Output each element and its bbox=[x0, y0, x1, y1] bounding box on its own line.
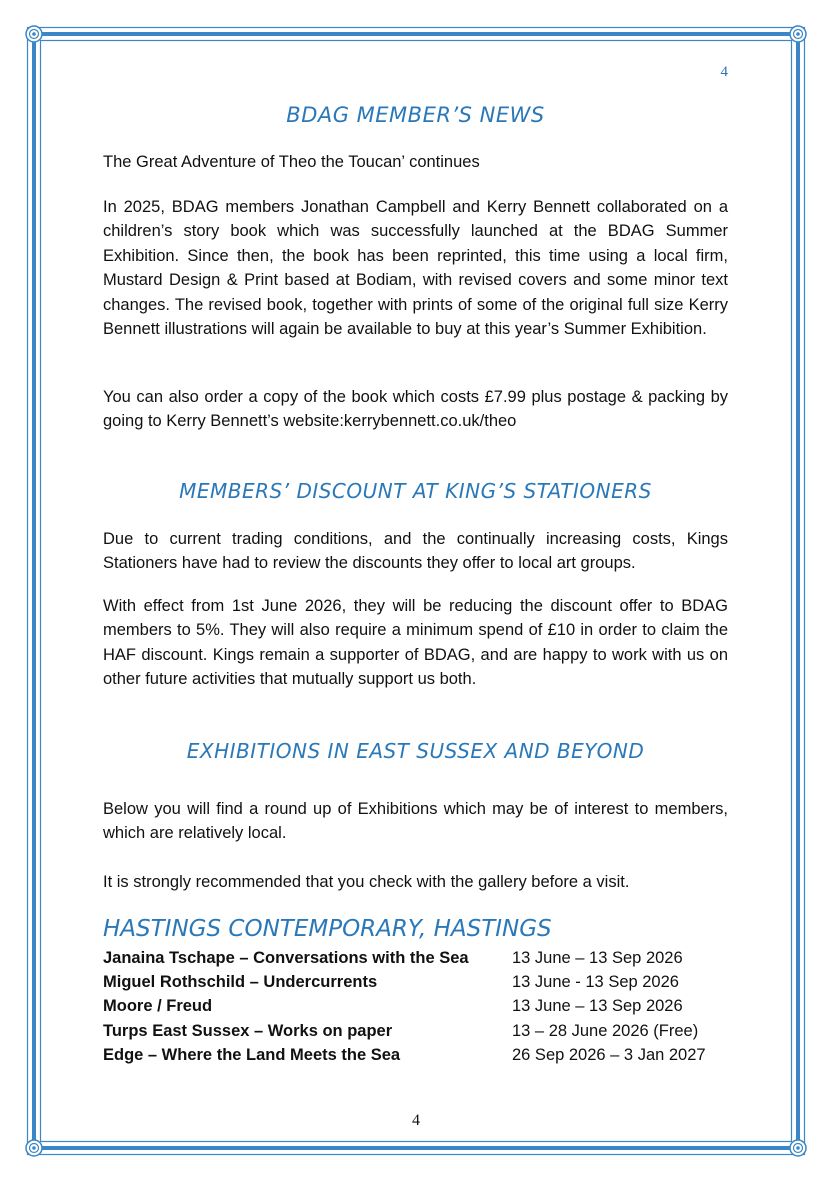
section-heading-discount: MEMBERS’ DISCOUNT AT KING’S STATIONERS bbox=[179, 479, 652, 503]
exhibition-title: Moore / Freud bbox=[103, 997, 213, 1016]
exhibitions-paragraph-2: It is strongly recommended that you check with the gallery before a visit. bbox=[103, 873, 630, 891]
exhibitions-paragraph-1: Below you will find a round up of Exhibitions which may be of interest to members, which are relatively local. bbox=[103, 800, 728, 843]
news-paragraph-1: In 2025, BDAG members Jonathan Campbell and Kerry Bennett collaborated on a children’s story book which was successfully launched at the BDAG Summer Exhibition. Since then, the book has been reprinted, this time using a local firm, Mustard Design & Print based at Bodiam, with revised covers and some minor text changes. The revised book, together with prints of some of the original full size Kerry Bennett illustrations will again be available to buy at this year’s Summer Exhibition. bbox=[103, 198, 728, 339]
exhibition-dates: 26 Sep 2026 – 3 Jan 2027 bbox=[512, 1045, 706, 1064]
exhibition-title: Edge – Where the Land Meets the Sea bbox=[103, 1045, 401, 1064]
exhibition-dates: 13 June – 13 Sep 2026 bbox=[512, 949, 683, 967]
page-number-top: 4 bbox=[720, 64, 728, 80]
venue-heading: HASTINGS CONTEMPORARY, HASTINGS bbox=[103, 916, 552, 942]
exhibition-title: Turps East Sussex – Works on paper bbox=[103, 1021, 393, 1040]
exhibition-dates: 13 June – 13 Sep 2026 bbox=[512, 997, 683, 1016]
discount-paragraph-2: With effect from 1st June 2026, they will be reducing the discount offer to BDAG members to 5%. They will also require a minimum spend of £10 in order to claim the HAF discount. Kings remain a supporter of BDAG, and are happy to work with us on other future activities that mutually support us both. bbox=[103, 597, 728, 689]
exhibitions-table bbox=[103, 946, 728, 1067]
section-heading-exhibitions: EXHIBITIONS IN EAST SUSSEX AND BEYOND bbox=[186, 739, 645, 763]
news-paragraph-2: You can also order a copy of the book which costs £7.99 plus postage & packing by going to Kerry Bennett’s website:kerrybennett.co.uk/theo bbox=[103, 388, 728, 431]
table-row bbox=[103, 1043, 728, 1067]
exhibition-title: Janaina Tschape – Conversations with the Sea bbox=[103, 949, 469, 967]
exhibition-dates: 13 – 28 June 2026 (Free) bbox=[512, 1021, 699, 1040]
section-heading-news: BDAG MEMBER’S NEWS bbox=[286, 103, 545, 127]
table-row bbox=[103, 946, 728, 970]
news-intro: The Great Adventure of Theo the Toucan’ continues bbox=[103, 153, 480, 171]
table-row bbox=[103, 1019, 728, 1043]
table-row bbox=[103, 970, 728, 994]
discount-paragraph-1: Due to current trading conditions, and the continually increasing costs, Kings Stationers have had to review the discounts they offer to local art groups. bbox=[103, 530, 728, 573]
exhibition-title: Miguel Rothschild – Undercurrents bbox=[103, 973, 378, 992]
page-number-bottom: 4 bbox=[412, 1112, 420, 1129]
exhibition-dates: 13 June - 13 Sep 2026 bbox=[512, 973, 679, 992]
table-row bbox=[103, 994, 728, 1018]
